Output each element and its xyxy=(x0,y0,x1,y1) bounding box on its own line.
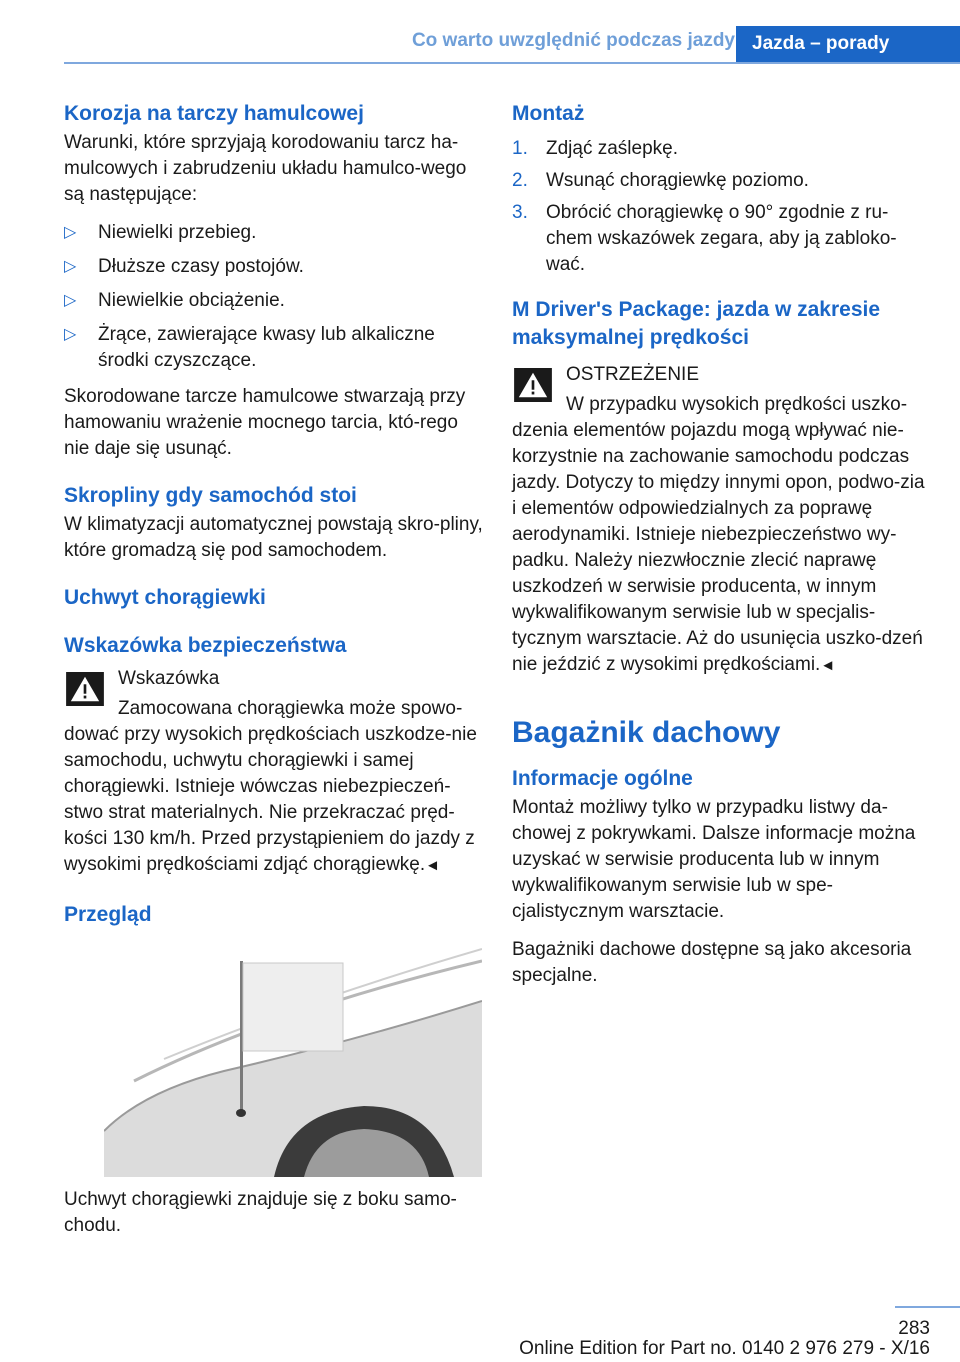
warning-label: OSTRZEŻENIE xyxy=(566,364,700,385)
list-item: ▷ Żrące, zawierające kwasy lub alkaliczne środki czyszczące. xyxy=(64,324,435,371)
list-item: 3. Obrócić chorągiewkę o 90° zgodnie z ru-chem wskazówek zegara, aby ją zabloko-wać. xyxy=(512,202,897,275)
mounting-heading: Montaż xyxy=(512,102,585,125)
right-column xyxy=(512,100,932,1001)
safety-note xyxy=(64,666,484,879)
corrosion-list xyxy=(64,220,484,374)
bullet-triangle-icon: ▷ xyxy=(64,258,77,275)
end-mark-icon: ◄ xyxy=(425,857,440,874)
warning-triangle-icon xyxy=(514,368,552,402)
list-item: ▷ Niewielki przebieg. xyxy=(64,220,484,246)
warning-text: W przypadku wysokich prędkości uszko-dzenia elementów pojazdu mogą wpływać nie-korzystnie na zachowanie samochodu podczas jazdy. Dotyczy to między innymi opon, podwo-zia i elementów odpowiedzialnych za poprawę aerodynamiki. Istnieje niebezpieczeństwo wy-padku. Należy niezwłocznie zlecić naprawę uszkodzeń w serwisie producenta, w innym wykwalifikowanym serwisie lub w specjalis-tycznym warsztacie. Aż do usunięcia uszko-dzeń nie jeździć z wysokimi prędkościami. xyxy=(512,394,925,675)
edition-note: Online Edition for Part no. 0140 2 976 279 - X/16 xyxy=(519,1338,930,1359)
overview-heading: Przegląd xyxy=(64,903,152,926)
bullet-triangle-icon: ▷ xyxy=(64,292,77,309)
page-number: 283 xyxy=(898,1318,930,1339)
corrosion-intro: Warunki, które sprzyjają korodowaniu tarcz ha-mulcowych i zabrudzeniu układu hamulco-wego są następujące: xyxy=(64,132,467,205)
bullet-triangle-icon: ▷ xyxy=(64,224,77,241)
list-item: ▷ Niewielkie obciążenie. xyxy=(64,288,484,314)
corrosion-outro: Skorodowane tarcze hamulcowe stwarzają przy hamowaniu wrażenie mocnego tarcia, któ-rego nie daje się usunąć. xyxy=(64,386,466,459)
general-info-text: Montaż możliwy tylko w przypadku listwy da-chowej z pokrywkami. Dalsze informacje można uzyskać w serwisie producenta lub w innym wykwalifikowanym serwisie lub w spe-cjalistycznym warsztacie. xyxy=(512,797,916,922)
list-item: ▷ Dłuższe czasy postojów. xyxy=(64,254,484,280)
condensation-heading: Skropliny gdy samochód stoi xyxy=(64,484,357,507)
list-item: 1. Zdjąć zaślepkę. xyxy=(512,138,679,159)
section-title: Co warto uwzględnić podczas jazdy xyxy=(411,30,735,51)
left-column xyxy=(64,100,484,1251)
flag-holder-photo xyxy=(104,941,482,1177)
mdriver-warning xyxy=(512,362,932,679)
condensation-text: W klimatyzacji automatycznej powstają skro-pliny, które gromadzą się pod samochodem. xyxy=(64,514,483,561)
safety-text: Zamocowana chorągiewka może spowo-dować przy wysokich prędkościach uszkodze-nie samochodu, uchwytu chorągiewki i samej chorągiewki. Istnieje wówczas niebezpieczeń-stwo strat materialnych. Nie przekraczać pręd-kości 130 km/h. Przed przystąpieniem do jazdy z wysokimi prędkościami zdjąć chorągiewkę. xyxy=(64,698,477,875)
end-mark-icon: ◄ xyxy=(820,657,836,674)
general-info-heading: Informacje ogólne xyxy=(512,767,693,790)
bullet-triangle-icon: ▷ xyxy=(64,326,77,343)
roof-rack-heading: Bagażnik dachowy xyxy=(512,716,781,749)
safety-heading: Wskazówka bezpieczeństwa xyxy=(64,634,347,657)
photo-caption: Uchwyt chorągiewki znajduje się z boku samo-chodu. xyxy=(64,1189,457,1236)
mounting-steps xyxy=(512,136,932,278)
warning-triangle-icon xyxy=(66,672,104,706)
roof-rack-accessories-text: Bagażniki dachowe dostępne są jako akcesoria specjalne. xyxy=(512,939,912,986)
flag-holder-heading: Uchwyt chorągiewki xyxy=(64,586,266,609)
list-item: 2. Wsunąć chorągiewkę poziomo. xyxy=(512,170,809,191)
page-header xyxy=(64,26,960,62)
chapter-tab: Jazda – porady xyxy=(736,26,960,62)
corrosion-heading: Korozja na tarczy hamulcowej xyxy=(64,102,364,125)
footer-rule xyxy=(895,1306,960,1308)
mdriver-heading: M Driver's Package: jazda w zakresie maksymalnej prędkości xyxy=(512,298,881,349)
header-rule xyxy=(64,62,960,64)
safety-label: Wskazówka xyxy=(118,668,220,689)
